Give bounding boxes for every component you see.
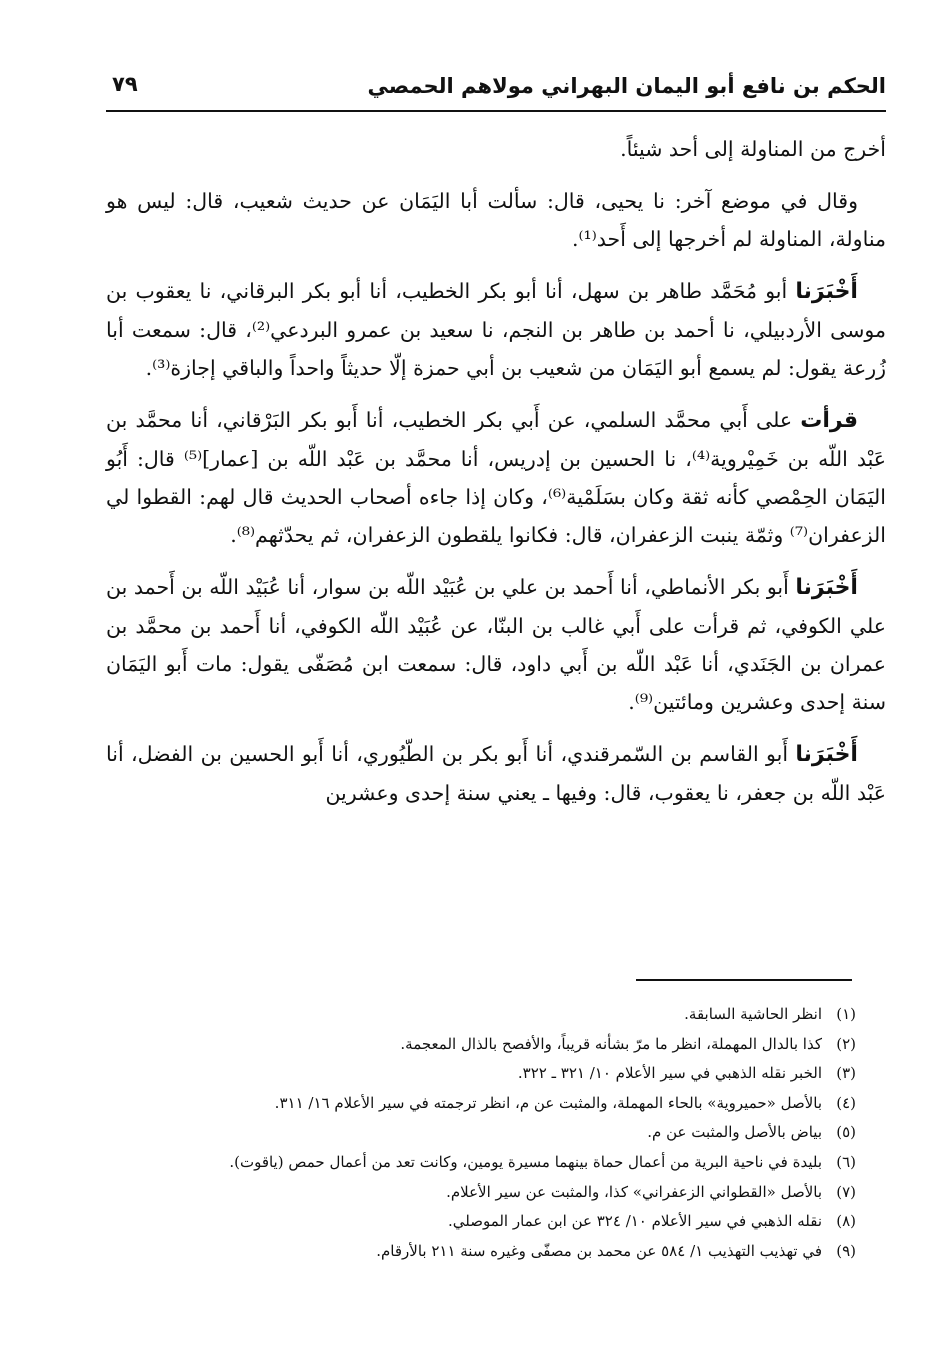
running-title: الحكم بن نافع أبو اليمان البهراني مولاهم الحمصي: [367, 74, 886, 98]
footnote: [106, 1148, 856, 1178]
footnote-text: انظر الحاشية السابقة.: [684, 1005, 822, 1023]
paragraph-lead-word: أَخْبَرَنا: [795, 279, 858, 304]
footnote-number: (٨): [836, 1212, 856, 1231]
paragraph-lead-word: أَخْبَرَنا: [795, 742, 858, 767]
paragraph: [106, 401, 886, 554]
footnote: [106, 1118, 856, 1148]
paragraph: [106, 130, 886, 168]
paragraph: [106, 735, 886, 812]
paragraph-lead-word: أَخْبَرَنا: [795, 575, 858, 600]
footnote-text: كذا بالدال المهملة، انظر ما مرّ بشأنه قريباً، والأفصح بالذال المعجمة.: [400, 1034, 822, 1053]
footnote-number: (٦): [836, 1152, 856, 1171]
paragraph: [106, 272, 886, 387]
footnote-number: (٧): [836, 1182, 856, 1201]
paragraph: [106, 182, 886, 258]
paragraph-text: أَبو القاسم بن السّمرقندي، أنا أَبو بكر بن الطّيُوري، أنا أَبو الحسين بن الفضل، أنا عَبْد اللّه بن جعفر، نا يعقوب، قال: وفيها ـ يعني سنة إحدى وعشرين: [106, 742, 886, 805]
footnote-text: الخبر نقله الذهبي في سير الأعلام ١٠/ ٣٢١ ـ ٣٢٢.: [517, 1064, 822, 1083]
paragraph-lead-word: قرأت: [800, 408, 858, 433]
footnotes: [106, 1000, 856, 1266]
footnote-number: (١): [836, 1005, 856, 1023]
paragraph-text: وقال في موضع آخر: نا يحيى، قال: سألت أبا اليَمَان عن حديث شعيب، قال: ليس هو مناولة، المناولة لم أخرجها إلى أَحد⁽¹⁾.: [106, 189, 886, 251]
footnote-text: بالأصل «القطواني الزعفراني» كذا، والمثبت عن سير الأعلام.: [446, 1182, 822, 1201]
footnote: [106, 1178, 856, 1208]
footnote-divider: [636, 979, 852, 981]
footnote: [106, 1089, 856, 1119]
paragraph-text: أبو مُحَمَّد طاهر بن سهل، أنا أبو بكر الخطيب، أنا أبو بكر البرقاني، نا يعقوب بن موسى الأردبيلي، نا أحمد بن طاهر بن النجم، نا سعيد بن عمرو البردعي⁽²⁾، قال: سمعت أبا زُرعة يقول: لم يسمع أبو اليَمَان من شعيب بن أبي حمزة إلّا حديثاً واحداً والباقي إجازة⁽³⁾.: [106, 279, 886, 380]
paragraph-text: على أَبي محمَّد السلمي، عن أَبي بكر الخطيب، أنا أَبو بكر البَرْقاني، أنا محمَّد بن عَبْد اللّه بن خَمِيْروية⁽⁴⁾، نا الحسين بن إدريس، أنا محمَّد بن عَبْد اللّه بن [عمار]⁽⁵⁾ قال: أَبُو اليَمَان الحِمْصي كأنه ثقة وكان بسَلَمْية⁽⁶⁾، وكان إذا جاءه أصحاب الحديث قال لهم: القطوا لي الزعفران⁽⁷⁾ وثمّة ينبت الزعفران، قال: فكانوا يلقطون الزعفران، ثم يحدّثهم⁽⁸⁾.: [106, 408, 886, 547]
footnote: [106, 1030, 856, 1060]
paragraph: [106, 568, 886, 721]
footnote-number: (٣): [836, 1064, 856, 1083]
footnote: [106, 1059, 856, 1089]
footnote-text: نقله الذهبي في سير الأعلام ١٠/ ٣٢٤ عن ابن عمار الموصلي.: [447, 1212, 822, 1231]
footnote-number: (٥): [836, 1123, 856, 1142]
footnote: [106, 1207, 856, 1237]
footnote-text: بليدة في ناحية البرية من أعمال حماة بينهما مسيرة يومين، وكانت تعد من أعمال حمص (ياقوت).: [229, 1152, 822, 1171]
page-number: ٧٩: [112, 72, 138, 96]
footnote: [106, 1000, 856, 1030]
footnote-text: في تهذيب التهذيب ١/ ٥٨٤ عن محمد بن مصفّى وغيره سنة ٢١١ بالأرقام.: [376, 1241, 822, 1260]
footnote-number: (٢): [836, 1034, 856, 1053]
paragraph-text: أخرج من المناولة إلى أحد شيئاً.: [620, 137, 886, 161]
footnote-text: بياض بالأصل والمثبت عن م.: [647, 1123, 822, 1142]
footnote: [106, 1237, 856, 1267]
footnote-number: (٩): [836, 1241, 856, 1260]
running-header: [106, 70, 886, 108]
paragraph-text: أَبو بكر الأنماطي، أنا أَحمد بن علي بن عُبَيْد اللّه بن سوار، أنا عُبَيْد اللّه بن أَحمد بن علي الكوفي، ثم قرأت على أَبي غالب بن البنّا، عن عُبَيْد اللّه الكوفي، أنا أَحمد بن محمَّد بن عمران بن الجَنَدي، أنا عَبْد اللّه بن أَبي داود، قال: سمعت ابن مُصَفّى يقول: مات أَبو اليَمَان سنة إحدى وعشرين ومائتين⁽⁹⁾.: [106, 575, 886, 714]
footnote-text: بالأصل «حميروية» بالحاء المهملة، والمثبت عن م، انظر ترجمته في سير الأعلام ١٦/ ٣١١.: [274, 1093, 822, 1112]
main-text: [106, 130, 886, 826]
header-divider: [106, 110, 886, 112]
footnote-number: (٤): [836, 1093, 856, 1112]
